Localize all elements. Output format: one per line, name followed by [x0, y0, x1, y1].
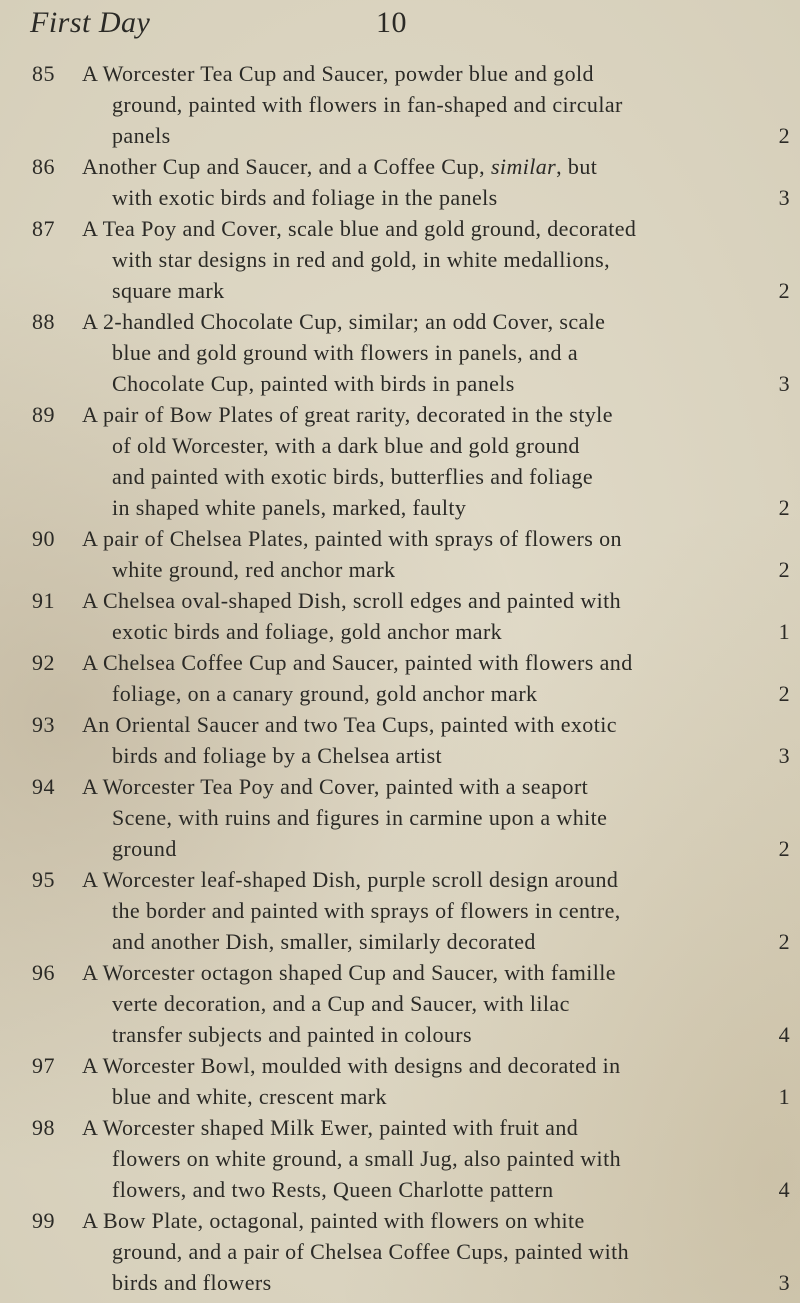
lot-quantity: 2 [778, 836, 790, 861]
lot-quantity: 4 [778, 1022, 790, 1047]
lot-description-line [82, 182, 790, 213]
lot-description-text: A Worcester octagon shaped Cup and Saucer, with famille [82, 960, 616, 985]
lot-description-line [82, 864, 742, 895]
lot-description-text: white ground, red anchor mark [112, 557, 396, 582]
lot-description-text: in shaped white panels, marked, faulty [112, 495, 467, 520]
lot-description [82, 585, 790, 647]
lot-description-line [82, 306, 742, 337]
lot-entry [0, 151, 800, 213]
lot-description-text: A Worcester Tea Poy and Cover, painted with a seaport [82, 774, 589, 799]
lot-description-text: A 2-handled Chocolate Cup, similar; an odd Cover, scale [82, 309, 606, 334]
lot-description-text: with exotic birds and foliage in the panels [112, 185, 498, 210]
lot-description [82, 957, 790, 1050]
lot-description-line [82, 1267, 790, 1298]
lot-description-line [82, 709, 742, 740]
lot-description [82, 1112, 790, 1205]
lot-description [82, 58, 790, 151]
lot-description-text: blue and gold ground with flowers in panels, and a [112, 340, 579, 365]
lot-number: 85 [32, 61, 55, 86]
lot-description-text: blue and white, crescent mark [112, 1084, 387, 1109]
lot-description-text: A Worcester Tea Cup and Saucer, powder blue and gold [82, 61, 594, 86]
lot-quantity: 2 [778, 929, 790, 954]
lot-quantity: 3 [778, 371, 790, 396]
lot-description-line [82, 833, 790, 864]
lot-description-text: exotic birds and foliage, gold anchor mark [112, 619, 503, 644]
lot-number: 87 [32, 216, 55, 241]
lot-entry [0, 864, 800, 957]
lot-description-text: Another Cup and Saucer, and a Coffee Cup, similar, but [82, 154, 598, 179]
lot-number: 86 [32, 154, 55, 179]
lot-description-text: flowers on white ground, a small Jug, also painted with [112, 1146, 621, 1171]
lot-description-line [82, 1205, 742, 1236]
lot-entry [0, 213, 800, 306]
lot-description-line [82, 1236, 742, 1267]
lot-entry [0, 585, 800, 647]
lot-description-line [82, 399, 742, 430]
page-header [30, 6, 770, 42]
page-number: 10 [376, 6, 407, 39]
lot-entry [0, 647, 800, 709]
lot-description-line [82, 802, 742, 833]
lot-description-line [82, 957, 742, 988]
lot-entry [0, 771, 800, 864]
lot-description [82, 1205, 790, 1298]
lot-number: 98 [32, 1115, 55, 1140]
lot-description-line [82, 1143, 742, 1174]
lot-description-text: Chocolate Cup, painted with birds in panels [112, 371, 515, 396]
lot-number: 93 [32, 712, 55, 737]
lot-quantity: 1 [778, 1084, 790, 1109]
lot-description-line [82, 988, 742, 1019]
lot-description-text: A Worcester shaped Milk Ewer, painted with fruit and [82, 1115, 579, 1140]
lot-description-line [82, 647, 742, 678]
lot-description-text: flowers, and two Rests, Queen Charlotte pattern [112, 1177, 554, 1202]
lot-description-line [82, 368, 790, 399]
lot-number: 92 [32, 650, 55, 675]
lot-description [82, 306, 790, 399]
lot-description-text: A pair of Chelsea Plates, painted with sprays of flowers on [82, 526, 622, 551]
lot-description-text: A Chelsea oval-shaped Dish, scroll edges and painted with [82, 588, 622, 613]
lot-quantity: 2 [778, 495, 790, 520]
lot-entry [0, 1205, 800, 1298]
lot-description-text: A pair of Bow Plates of great rarity, decorated in the style [82, 402, 613, 427]
lot-description [82, 523, 790, 585]
lot-description-line [82, 1081, 790, 1112]
lot-quantity: 2 [778, 681, 790, 706]
lot-description-line [82, 895, 742, 926]
lot-description-line [82, 461, 742, 492]
lot-description-text: of old Worcester, with a dark blue and gold ground [112, 433, 580, 458]
lot-description-text: panels [112, 123, 171, 148]
lot-description-text: An Oriental Saucer and two Tea Cups, painted with exotic [82, 712, 617, 737]
lot-entry [0, 1112, 800, 1205]
lot-description-text: A Chelsea Coffee Cup and Saucer, painted with flowers and [82, 650, 633, 675]
lot-entry [0, 306, 800, 399]
lot-number: 90 [32, 526, 55, 551]
lot-description-line [82, 1050, 742, 1081]
lot-description-text: verte decoration, and a Cup and Saucer, with lilac [112, 991, 570, 1016]
lot-description [82, 1050, 790, 1112]
lot-description-line [82, 1112, 742, 1143]
lot-description-line [82, 740, 790, 771]
lot-entry [0, 1050, 800, 1112]
lot-quantity: 2 [778, 278, 790, 303]
lot-quantity: 3 [778, 743, 790, 768]
lot-number: 97 [32, 1053, 55, 1078]
lot-description-line [82, 337, 742, 368]
lot-description-text: birds and flowers [112, 1270, 272, 1295]
lot-description-text: and another Dish, smaller, similarly decorated [112, 929, 536, 954]
lot-number: 88 [32, 309, 55, 334]
lot-description-line [82, 244, 742, 275]
lot-description-text: foliage, on a canary ground, gold anchor mark [112, 681, 538, 706]
lot-description [82, 213, 790, 306]
lot-quantity: 2 [778, 123, 790, 148]
lot-description [82, 399, 790, 523]
lot-description [82, 864, 790, 957]
lot-description-line [82, 120, 790, 151]
lot-number: 89 [32, 402, 55, 427]
lot-description-text: square mark [112, 278, 225, 303]
lot-description-line [82, 585, 742, 616]
lot-number: 94 [32, 774, 55, 799]
lot-description-line [82, 275, 790, 306]
lot-description-line [82, 678, 790, 709]
lot-description-text: ground, and a pair of Chelsea Coffee Cups, painted with [112, 1239, 630, 1264]
lot-description-line [82, 771, 742, 802]
lot-description-text: ground [112, 836, 177, 861]
lot-description-line [82, 554, 790, 585]
lot-description-text: A Bow Plate, octagonal, painted with flowers on white [82, 1208, 585, 1233]
lot-description-text: the border and painted with sprays of flowers in centre, [112, 898, 621, 923]
lot-number: 96 [32, 960, 55, 985]
lot-description-text: Scene, with ruins and figures in carmine upon a white [112, 805, 608, 830]
lot-number: 99 [32, 1208, 55, 1233]
lot-entry [0, 523, 800, 585]
lot-description-line [82, 151, 742, 182]
page-title: First Day [30, 6, 151, 39]
lot-description-line [82, 616, 790, 647]
lot-description [82, 709, 790, 771]
lot-description-text: birds and foliage by a Chelsea artist [112, 743, 443, 768]
lot-description-text: and painted with exotic birds, butterflies and foliage [112, 464, 594, 489]
lot-description-line [82, 1174, 790, 1205]
lot-description-line [82, 213, 742, 244]
lot-entry [0, 58, 800, 151]
lot-quantity: 3 [778, 1270, 790, 1295]
lot-list [0, 58, 800, 1298]
lot-description-line [82, 58, 742, 89]
lot-description-line [82, 492, 790, 523]
lot-quantity: 1 [778, 619, 790, 644]
lot-number: 95 [32, 867, 55, 892]
lot-quantity: 4 [778, 1177, 790, 1202]
lot-description [82, 771, 790, 864]
lot-description-text: A Worcester Bowl, moulded with designs and decorated in [82, 1053, 621, 1078]
lot-number: 91 [32, 588, 55, 613]
lot-description-line [82, 89, 742, 120]
lot-description-line [82, 430, 742, 461]
lot-description-text: A Tea Poy and Cover, scale blue and gold ground, decorated [82, 216, 637, 241]
lot-description-line [82, 1019, 790, 1050]
lot-entry [0, 957, 800, 1050]
lot-description-text: A Worcester leaf-shaped Dish, purple scroll design around [82, 867, 619, 892]
lot-quantity: 3 [778, 185, 790, 210]
lot-entry [0, 399, 800, 523]
lot-description-text: ground, painted with flowers in fan-shaped and circular [112, 92, 623, 117]
lot-quantity: 2 [778, 557, 790, 582]
lot-description [82, 151, 790, 213]
lot-description-line [82, 523, 742, 554]
lot-description-line [82, 926, 790, 957]
lot-description-text: with star designs in red and gold, in white medallions, [112, 247, 610, 272]
lot-description [82, 647, 790, 709]
lot-entry [0, 709, 800, 771]
lot-description-text: transfer subjects and painted in colours [112, 1022, 472, 1047]
